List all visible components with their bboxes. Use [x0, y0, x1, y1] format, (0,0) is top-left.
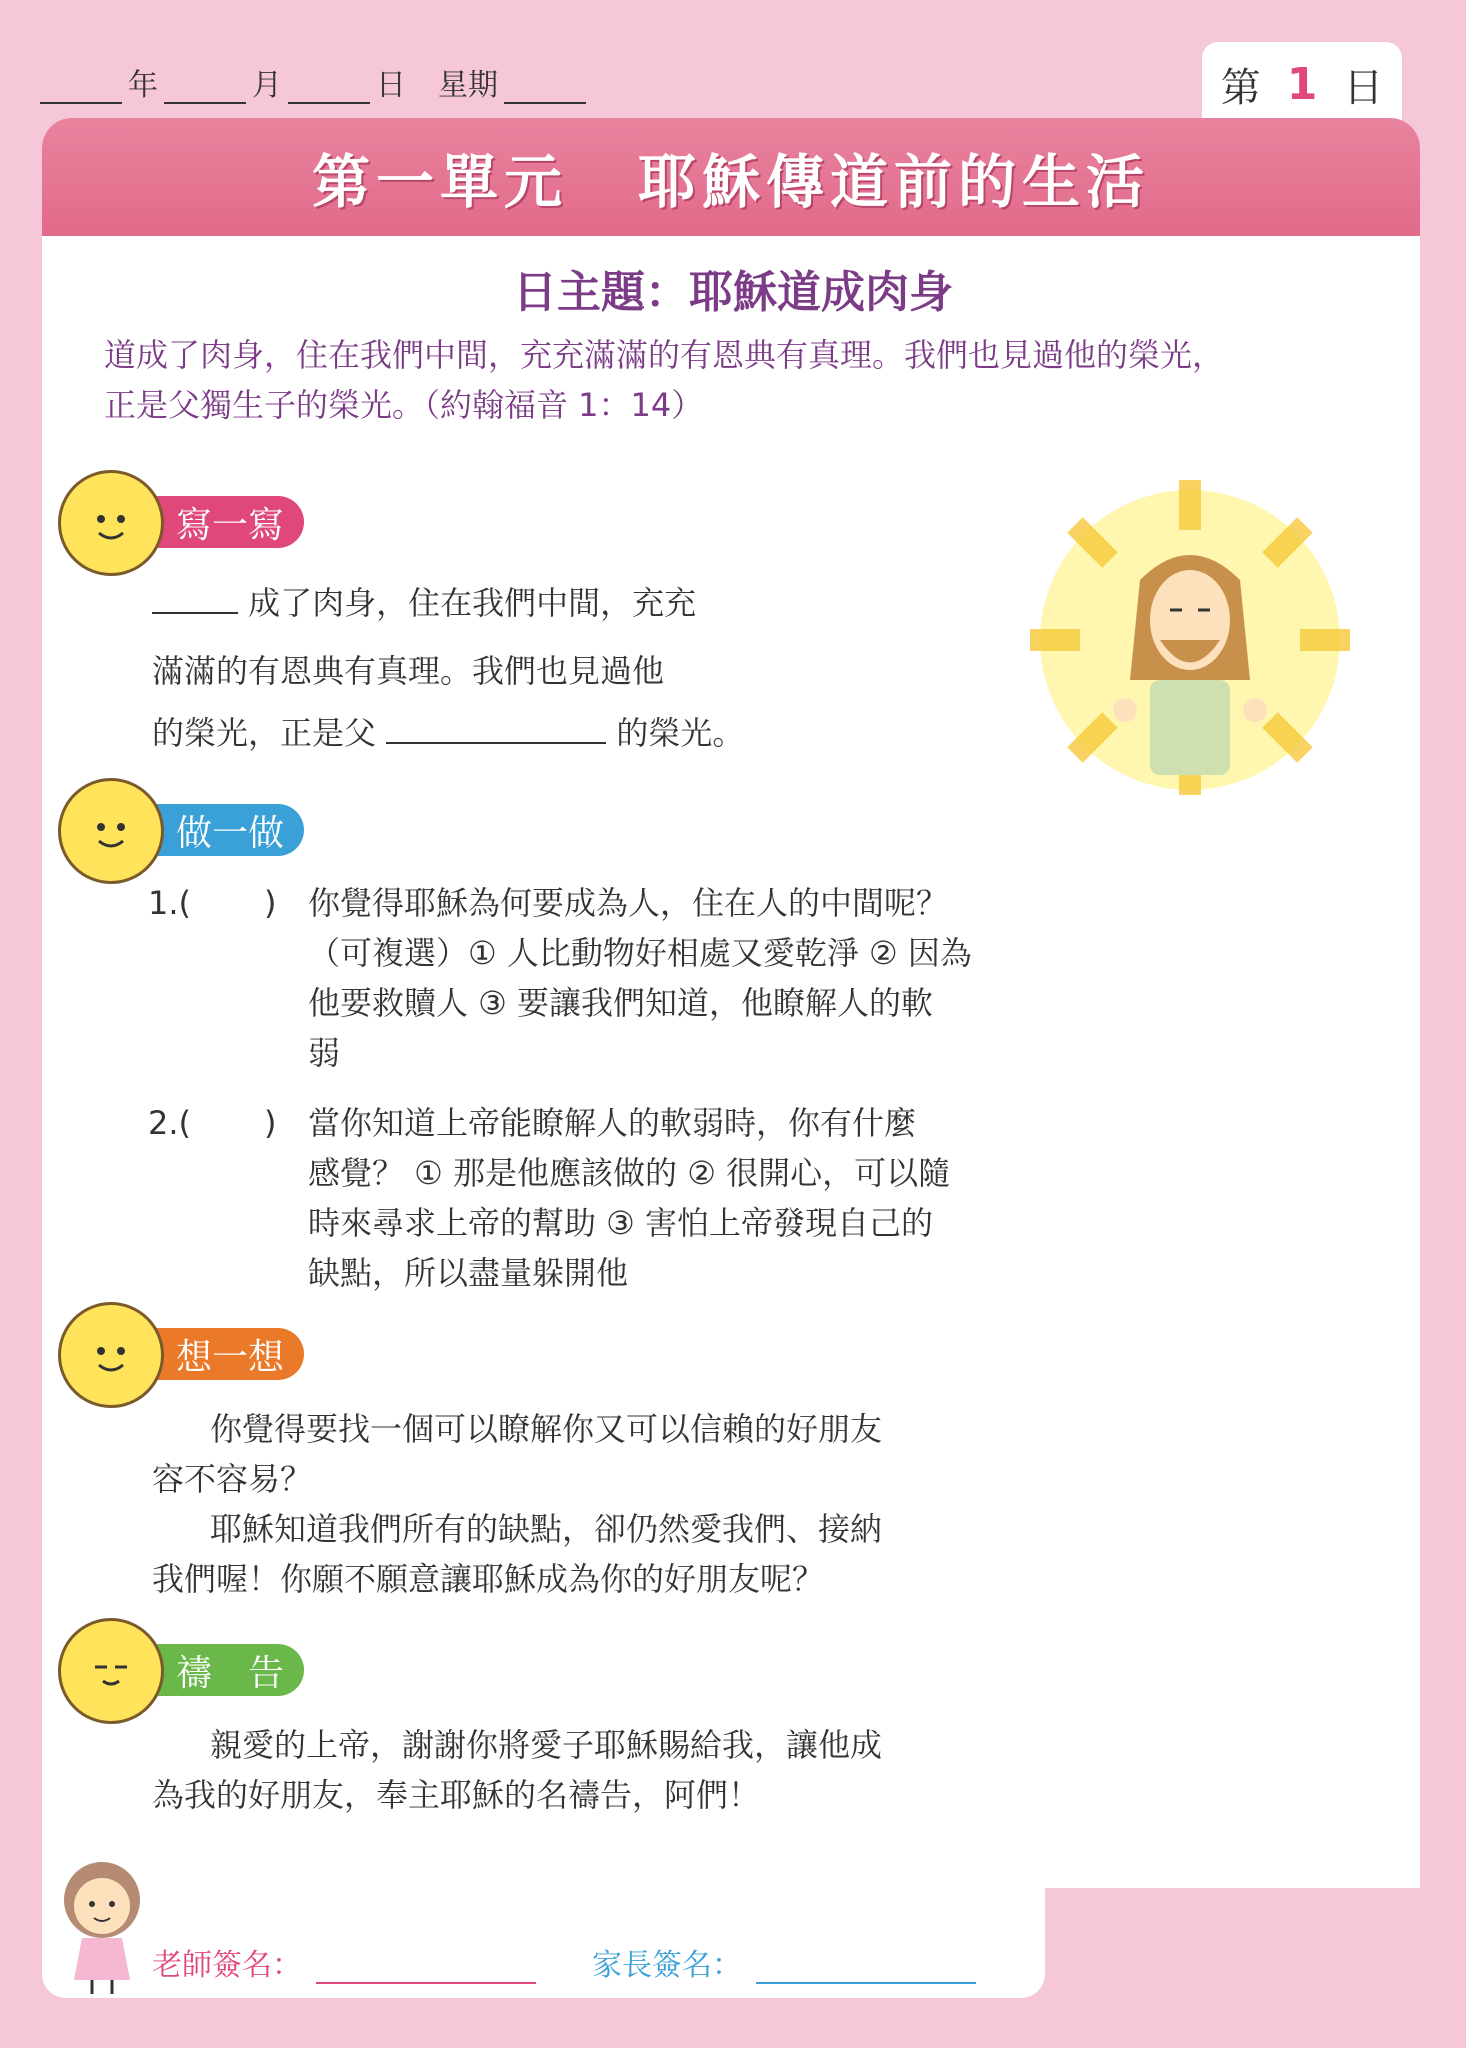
question-2-line-1: 當你知道上帝能瞭解人的軟弱時，你有什麼: [308, 1104, 917, 1142]
daily-theme: 日主題：耶穌道成肉身: [513, 267, 953, 318]
parent-signature: [592, 1940, 976, 1984]
verse: [104, 330, 1404, 430]
think-p1-line-1: 你覺得要找一個可以瞭解你又可以信賴的好朋友: [210, 1410, 883, 1448]
paper-cut: [1045, 1888, 1420, 2048]
write-label-text: 寫一寫: [176, 504, 285, 546]
day-tab: [1202, 42, 1402, 126]
prayer-line-2: 為我的好朋友，奉主耶穌的名禱告，阿們！: [152, 1776, 761, 1814]
question-1-line-2: （可複選）① 人比動物好相處又愛乾淨 ② 因為: [308, 934, 972, 972]
question-2-answer-close[interactable]: ): [264, 1104, 277, 1142]
verse-line-2: 正是父獨生子的榮光。（約翰福音 1：14）: [104, 386, 704, 424]
think-p1-line-2: 容不容易？: [152, 1460, 313, 1498]
month-blank[interactable]: [164, 76, 246, 104]
teacher-signature-line[interactable]: [316, 1956, 536, 1984]
month-label: 月: [252, 68, 282, 103]
write-line-3: [152, 708, 744, 758]
parent-signature-line[interactable]: [756, 1956, 976, 1984]
write-line-2: 滿滿的有恩典有真理。我們也見過他: [152, 652, 665, 690]
question-1-line-4: 弱: [308, 1034, 341, 1072]
day-tab-number: 1: [1286, 58, 1318, 110]
kid-writing-icon: [58, 470, 164, 576]
question-2: [148, 1098, 1378, 1298]
question-2-line-4: 缺點，所以盡量躲開他: [308, 1254, 629, 1292]
write-text-1: 成了肉身，住在我們中間，充充: [248, 584, 697, 622]
unit-banner: [42, 118, 1420, 236]
do-label-text: 做一做: [176, 812, 285, 854]
kid-praying-icon: [58, 1618, 164, 1724]
write-line-1: [152, 578, 696, 628]
question-2-number: 2.(: [148, 1104, 192, 1142]
teacher-icon: [54, 1856, 150, 1996]
parent-signature-label: 家長簽名：: [592, 1948, 742, 1983]
question-1-answer-close[interactable]: ): [264, 884, 277, 922]
pray-label-text: 禱 告: [176, 1652, 285, 1694]
unit-label: 第一單元: [311, 148, 568, 216]
teacher-signature-label: 老師簽名：: [152, 1948, 302, 1983]
question-1-number: 1.(: [148, 884, 192, 922]
unit-title: 耶穌傳道前的生活: [638, 148, 1151, 216]
day-blank[interactable]: [288, 76, 370, 104]
question-1-line-1: 你覺得耶穌為何要成為人，住在人的中間呢？: [308, 884, 949, 922]
write-blank-1[interactable]: [152, 584, 238, 614]
kid-paper-icon: [58, 778, 164, 884]
verse-line-1: 道成了肉身，住在我們中間，充充滿滿的有恩典有真理。我們也見過他的榮光，: [104, 336, 1225, 374]
write-text-3a: 的榮光，正是父: [152, 714, 377, 752]
prayer-text: [152, 1720, 1402, 1820]
think-p2-line-2: 我們喔！你願不願意讓耶穌成為你的好朋友呢？: [152, 1560, 825, 1598]
weekday-label: 星期: [438, 68, 498, 103]
think-paragraph-2: [152, 1504, 1402, 1604]
day-label: 日: [376, 68, 406, 103]
kid-thinking-icon: [58, 1302, 164, 1408]
weekday-blank[interactable]: [504, 76, 586, 104]
think-p2-line-1: 耶穌知道我們所有的缺點，卻仍然愛我們、接納: [210, 1510, 883, 1548]
day-tab-suffix: 日: [1343, 64, 1384, 111]
question-2-line-3: 時來尋求上帝的幫助 ③ 害怕上帝發現自己的: [308, 1204, 934, 1242]
date-line: [40, 60, 586, 104]
write-text-3b: 的榮光。: [616, 714, 745, 752]
write-blank-2[interactable]: [386, 714, 606, 744]
year-label: 年: [128, 68, 158, 103]
think-paragraph-1: [152, 1404, 1402, 1504]
teacher-signature: [152, 1940, 536, 1984]
think-label-text: 想一想: [176, 1336, 285, 1378]
day-tab-prefix: 第: [1220, 64, 1261, 111]
jesus-illustration: [1020, 470, 1360, 800]
question-2-line-2: 感覺？ ① 那是他應該做的 ② 很開心，可以隨: [308, 1154, 951, 1192]
year-blank[interactable]: [40, 76, 122, 104]
question-1: [148, 878, 1378, 1078]
question-1-line-3: 他要救贖人 ③ 要讓我們知道，他瞭解人的軟: [308, 984, 934, 1022]
prayer-line-1: 親愛的上帝，謝謝你將愛子耶穌賜給我，讓他成: [210, 1726, 883, 1764]
